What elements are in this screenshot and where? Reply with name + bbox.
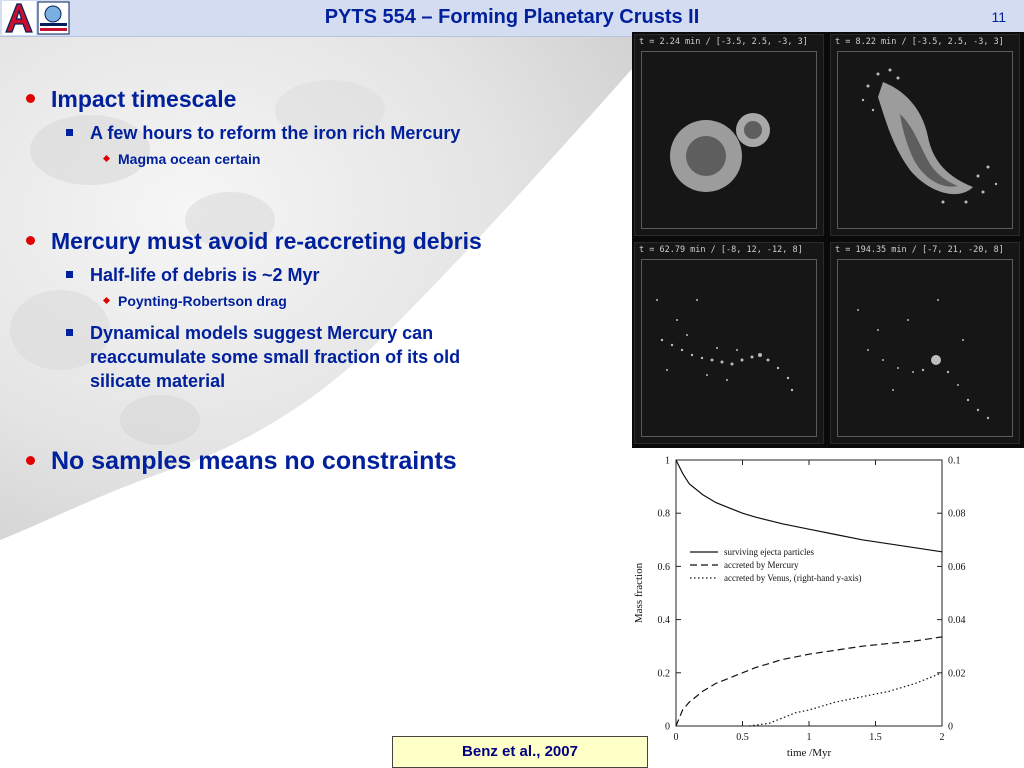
legend-label: surviving ejecta particles (724, 547, 814, 557)
slide-number: 11 (991, 9, 1006, 25)
y2-tick-label: 0.02 (948, 668, 966, 680)
sub-bullet: Half-life of debris is ~2 Myr (66, 263, 320, 287)
bullet-no-samples: No samples means no constraints (26, 447, 457, 476)
bullet-impact-timescale: Impact timescale (26, 86, 236, 113)
square-bullet-icon (66, 129, 73, 136)
plot-frame (676, 460, 942, 726)
panel-frame (641, 51, 817, 229)
diamond-bullet-icon (103, 155, 110, 162)
diamond-bullet-icon (103, 297, 110, 304)
bullet-dot-icon (26, 456, 35, 465)
y2-tick-label: 0.06 (948, 561, 966, 573)
panel-frame (837, 51, 1013, 229)
simulation-panel (830, 242, 1020, 444)
panel-label: t = 194.35 min / [-7, 21, -20, 8] (835, 245, 1004, 255)
panel-frame (837, 259, 1013, 437)
y2-tick-label: 0.1 (948, 455, 961, 467)
sub-bullet: A few hours to reform the iron rich Mercury (66, 121, 460, 145)
simulation-panel (830, 34, 1020, 236)
mass-fraction-chart (628, 452, 1024, 768)
x-tick-label: 0.5 (736, 732, 749, 743)
impact-planets-drawing (642, 52, 816, 228)
x-tick-label: 0 (673, 732, 679, 743)
bullet-mercury-debris: Mercury must avoid re-accreting debris (26, 228, 482, 255)
legend-label: accreted by Mercury (724, 560, 799, 570)
square-bullet-icon (66, 329, 73, 336)
panel-label: t = 2.24 min / [-3.5, 2.5, -3, 3] (639, 37, 808, 47)
y-tick-label: 0.6 (657, 561, 670, 573)
x-tick-label: 1.5 (869, 732, 882, 743)
legend-label: accreted by Venus, (right-hand y-axis) (724, 573, 862, 583)
x-axis-label: time /Myr (786, 747, 832, 759)
y2-tick-label: 0.08 (948, 508, 966, 520)
sub-sub-bullet: Magma ocean certain (104, 151, 260, 167)
panel-frame (641, 259, 817, 437)
x-tick-label: 2 (939, 732, 945, 743)
sub-bullet: Dynamical models suggest Mercury can reaccumulate some small fraction of its old silicate material (66, 321, 460, 393)
y-tick-label: 1 (665, 455, 670, 467)
y-tick-label: 0.4 (657, 615, 670, 627)
bullet-dot-icon (26, 94, 35, 103)
panel-label: t = 8.22 min / [-3.5, 2.5, -3, 3] (835, 37, 1004, 47)
y-tick-label: 0.8 (657, 508, 670, 520)
simulation-panel (634, 34, 824, 236)
page-title: PYTS 554 – Forming Planetary Crusts II (324, 6, 700, 28)
y-tick-label: 0 (665, 721, 670, 733)
bullet-dot-icon (26, 236, 35, 245)
y-axis-label: Mass fraction (633, 562, 645, 624)
disrupted-planet-drawing (838, 52, 1012, 228)
y2-tick-label: 0.04 (948, 615, 966, 627)
simulation-panel (634, 242, 824, 444)
citation-caption: Benz et al., 2007 (392, 736, 648, 768)
y-tick-label: 0.2 (657, 668, 670, 680)
sub-sub-bullet: Poynting-Robertson drag (104, 293, 287, 309)
square-bullet-icon (66, 271, 73, 278)
panel-label: t = 62.79 min / [-8, 12, -12, 8] (639, 245, 803, 255)
x-tick-label: 1 (806, 732, 812, 743)
reaccreted-planet-drawing (838, 260, 1012, 436)
y2-tick-label: 0 (948, 721, 953, 733)
simulation-snapshots-image (632, 32, 1024, 448)
debris-cloud-drawing (642, 260, 816, 436)
